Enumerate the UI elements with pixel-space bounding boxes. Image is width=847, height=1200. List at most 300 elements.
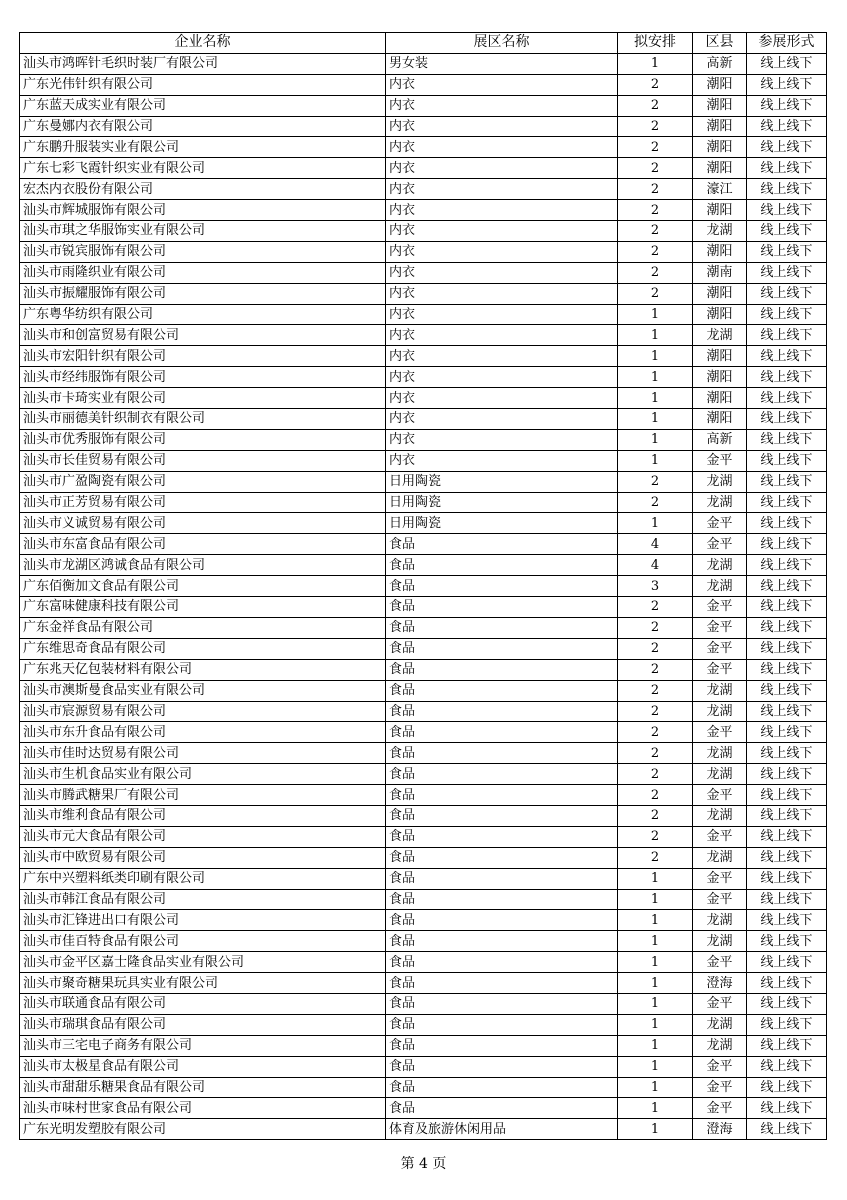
zone-name-cell: 食品 bbox=[386, 1077, 618, 1098]
district-cell: 龙湖 bbox=[693, 471, 747, 492]
format-cell: 线上线下 bbox=[747, 889, 827, 910]
zone-name-cell: 食品 bbox=[386, 993, 618, 1014]
district-cell: 龙湖 bbox=[693, 1035, 747, 1056]
zone-name-cell: 内衣 bbox=[386, 95, 618, 116]
planned-count-cell: 2 bbox=[618, 638, 693, 659]
district-cell: 金平 bbox=[693, 659, 747, 680]
planned-count-cell: 2 bbox=[618, 241, 693, 262]
format-cell: 线上线下 bbox=[747, 116, 827, 137]
format-cell: 线上线下 bbox=[747, 241, 827, 262]
district-cell: 潮阳 bbox=[693, 346, 747, 367]
zone-name-cell: 食品 bbox=[386, 826, 618, 847]
district-cell: 金平 bbox=[693, 513, 747, 534]
zone-name-cell: 食品 bbox=[386, 910, 618, 931]
zone-name-cell: 体育及旅游休闲用品 bbox=[386, 1119, 618, 1140]
format-cell: 线上线下 bbox=[747, 53, 827, 74]
table-row bbox=[20, 116, 827, 137]
table-header-row bbox=[20, 33, 827, 54]
district-cell: 金平 bbox=[693, 534, 747, 555]
planned-count-cell: 2 bbox=[618, 659, 693, 680]
district-cell: 潮阳 bbox=[693, 241, 747, 262]
table-row bbox=[20, 409, 827, 430]
table-row bbox=[20, 973, 827, 994]
planned-count-cell: 2 bbox=[618, 262, 693, 283]
format-cell: 线上线下 bbox=[747, 785, 827, 806]
table-row bbox=[20, 597, 827, 618]
company-name-cell: 广东粤华纺织有限公司 bbox=[20, 304, 386, 325]
planned-count-cell: 1 bbox=[618, 513, 693, 534]
zone-name-cell: 食品 bbox=[386, 534, 618, 555]
format-cell: 线上线下 bbox=[747, 1119, 827, 1140]
table-row bbox=[20, 450, 827, 471]
table-row bbox=[20, 1077, 827, 1098]
planned-count-cell: 2 bbox=[618, 785, 693, 806]
zone-name-cell: 食品 bbox=[386, 597, 618, 618]
company-name-cell: 汕头市佳时达贸易有限公司 bbox=[20, 743, 386, 764]
planned-count-cell: 1 bbox=[618, 346, 693, 367]
zone-name-cell: 内衣 bbox=[386, 450, 618, 471]
planned-count-cell: 1 bbox=[618, 931, 693, 952]
planned-count-cell: 1 bbox=[618, 1119, 693, 1140]
company-name-cell: 汕头市龙湖区鸿诚食品有限公司 bbox=[20, 555, 386, 576]
table-row bbox=[20, 659, 827, 680]
table-row bbox=[20, 868, 827, 889]
format-cell: 线上线下 bbox=[747, 346, 827, 367]
zone-name-cell: 食品 bbox=[386, 1035, 618, 1056]
planned-count-cell: 2 bbox=[618, 221, 693, 242]
format-cell: 线上线下 bbox=[747, 847, 827, 868]
zone-name-cell: 食品 bbox=[386, 576, 618, 597]
district-cell: 龙湖 bbox=[693, 743, 747, 764]
district-cell: 金平 bbox=[693, 597, 747, 618]
district-cell: 高新 bbox=[693, 53, 747, 74]
format-cell: 线上线下 bbox=[747, 931, 827, 952]
format-cell: 线上线下 bbox=[747, 576, 827, 597]
zone-name-cell: 食品 bbox=[386, 931, 618, 952]
exhibitor-table bbox=[19, 32, 827, 1140]
format-cell: 线上线下 bbox=[747, 262, 827, 283]
zone-name-cell: 食品 bbox=[386, 743, 618, 764]
company-name-cell: 汕头市味村世家食品有限公司 bbox=[20, 1098, 386, 1119]
table-row bbox=[20, 325, 827, 346]
district-cell: 龙湖 bbox=[693, 325, 747, 346]
district-cell: 潮阳 bbox=[693, 137, 747, 158]
company-name-cell: 汕头市东富食品有限公司 bbox=[20, 534, 386, 555]
district-cell: 金平 bbox=[693, 785, 747, 806]
company-name-cell: 汕头市太极星食品有限公司 bbox=[20, 1056, 386, 1077]
district-cell: 金平 bbox=[693, 952, 747, 973]
table-row bbox=[20, 492, 827, 513]
planned-count-cell: 1 bbox=[618, 1077, 693, 1098]
zone-name-cell: 内衣 bbox=[386, 241, 618, 262]
planned-count-cell: 2 bbox=[618, 722, 693, 743]
company-name-cell: 汕头市卡琦实业有限公司 bbox=[20, 388, 386, 409]
zone-name-cell: 食品 bbox=[386, 1014, 618, 1035]
header-planned: 拟安排 bbox=[618, 33, 693, 54]
planned-count-cell: 2 bbox=[618, 805, 693, 826]
zone-name-cell: 食品 bbox=[386, 889, 618, 910]
zone-name-cell: 内衣 bbox=[386, 158, 618, 179]
format-cell: 线上线下 bbox=[747, 74, 827, 95]
table-row bbox=[20, 701, 827, 722]
format-cell: 线上线下 bbox=[747, 1014, 827, 1035]
district-cell: 潮阳 bbox=[693, 367, 747, 388]
company-name-cell: 汕头市优秀服饰有限公司 bbox=[20, 429, 386, 450]
zone-name-cell: 内衣 bbox=[386, 179, 618, 200]
district-cell: 龙湖 bbox=[693, 492, 747, 513]
zone-name-cell: 内衣 bbox=[386, 409, 618, 430]
company-name-cell: 汕头市琪之华服饰实业有限公司 bbox=[20, 221, 386, 242]
planned-count-cell: 1 bbox=[618, 367, 693, 388]
format-cell: 线上线下 bbox=[747, 283, 827, 304]
district-cell: 金平 bbox=[693, 993, 747, 1014]
planned-count-cell: 2 bbox=[618, 764, 693, 785]
zone-name-cell: 内衣 bbox=[386, 325, 618, 346]
format-cell: 线上线下 bbox=[747, 910, 827, 931]
zone-name-cell: 内衣 bbox=[386, 346, 618, 367]
planned-count-cell: 2 bbox=[618, 847, 693, 868]
company-name-cell: 广东七彩飞霞针织实业有限公司 bbox=[20, 158, 386, 179]
company-name-cell: 汕头市丽德美针织制衣有限公司 bbox=[20, 409, 386, 430]
company-name-cell: 广东兆天亿包装材料有限公司 bbox=[20, 659, 386, 680]
planned-count-cell: 2 bbox=[618, 137, 693, 158]
company-name-cell: 汕头市宸源贸易有限公司 bbox=[20, 701, 386, 722]
company-name-cell: 广东蓝天成实业有限公司 bbox=[20, 95, 386, 116]
planned-count-cell: 1 bbox=[618, 868, 693, 889]
zone-name-cell: 食品 bbox=[386, 617, 618, 638]
planned-count-cell: 2 bbox=[618, 116, 693, 137]
planned-count-cell: 2 bbox=[618, 492, 693, 513]
district-cell: 潮阳 bbox=[693, 388, 747, 409]
format-cell: 线上线下 bbox=[747, 304, 827, 325]
company-name-cell: 汕头市宏阳针织有限公司 bbox=[20, 346, 386, 367]
company-name-cell: 宏杰内衣股份有限公司 bbox=[20, 179, 386, 200]
zone-name-cell: 食品 bbox=[386, 805, 618, 826]
format-cell: 线上线下 bbox=[747, 597, 827, 618]
zone-name-cell: 内衣 bbox=[386, 388, 618, 409]
zone-name-cell: 内衣 bbox=[386, 304, 618, 325]
district-cell: 潮阳 bbox=[693, 283, 747, 304]
table-row bbox=[20, 576, 827, 597]
zone-name-cell: 食品 bbox=[386, 847, 618, 868]
company-name-cell: 汕头市义诚贸易有限公司 bbox=[20, 513, 386, 534]
planned-count-cell: 2 bbox=[618, 471, 693, 492]
district-cell: 龙湖 bbox=[693, 680, 747, 701]
zone-name-cell: 内衣 bbox=[386, 116, 618, 137]
planned-count-cell: 3 bbox=[618, 576, 693, 597]
planned-count-cell: 2 bbox=[618, 179, 693, 200]
format-cell: 线上线下 bbox=[747, 680, 827, 701]
company-name-cell: 汕头市长佳贸易有限公司 bbox=[20, 450, 386, 471]
district-cell: 金平 bbox=[693, 1077, 747, 1098]
district-cell: 金平 bbox=[693, 889, 747, 910]
format-cell: 线上线下 bbox=[747, 1035, 827, 1056]
district-cell: 高新 bbox=[693, 429, 747, 450]
format-cell: 线上线下 bbox=[747, 1098, 827, 1119]
planned-count-cell: 1 bbox=[618, 450, 693, 471]
district-cell: 金平 bbox=[693, 617, 747, 638]
table-row bbox=[20, 1035, 827, 1056]
district-cell: 金平 bbox=[693, 868, 747, 889]
table-row bbox=[20, 1056, 827, 1077]
table-row bbox=[20, 638, 827, 659]
planned-count-cell: 1 bbox=[618, 1035, 693, 1056]
format-cell: 线上线下 bbox=[747, 221, 827, 242]
zone-name-cell: 内衣 bbox=[386, 137, 618, 158]
zone-name-cell: 食品 bbox=[386, 638, 618, 659]
company-name-cell: 广东光伟针织有限公司 bbox=[20, 74, 386, 95]
table-row bbox=[20, 283, 827, 304]
format-cell: 线上线下 bbox=[747, 534, 827, 555]
company-name-cell: 汕头市中欧贸易有限公司 bbox=[20, 847, 386, 868]
format-cell: 线上线下 bbox=[747, 993, 827, 1014]
zone-name-cell: 食品 bbox=[386, 868, 618, 889]
table-row bbox=[20, 889, 827, 910]
table-row bbox=[20, 1098, 827, 1119]
header-company: 企业名称 bbox=[20, 33, 386, 54]
table-row bbox=[20, 346, 827, 367]
company-name-cell: 汕头市韩江食品有限公司 bbox=[20, 889, 386, 910]
zone-name-cell: 内衣 bbox=[386, 262, 618, 283]
planned-count-cell: 1 bbox=[618, 409, 693, 430]
district-cell: 金平 bbox=[693, 450, 747, 471]
format-cell: 线上线下 bbox=[747, 367, 827, 388]
header-format: 参展形式 bbox=[747, 33, 827, 54]
company-name-cell: 汕头市广盈陶瓷有限公司 bbox=[20, 471, 386, 492]
planned-count-cell: 2 bbox=[618, 283, 693, 304]
district-cell: 龙湖 bbox=[693, 221, 747, 242]
district-cell: 龙湖 bbox=[693, 1014, 747, 1035]
table-row bbox=[20, 429, 827, 450]
company-name-cell: 汕头市雨隆织业有限公司 bbox=[20, 262, 386, 283]
company-name-cell: 汕头市联通食品有限公司 bbox=[20, 993, 386, 1014]
planned-count-cell: 1 bbox=[618, 53, 693, 74]
format-cell: 线上线下 bbox=[747, 826, 827, 847]
format-cell: 线上线下 bbox=[747, 492, 827, 513]
planned-count-cell: 2 bbox=[618, 597, 693, 618]
planned-count-cell: 1 bbox=[618, 993, 693, 1014]
district-cell: 金平 bbox=[693, 638, 747, 659]
format-cell: 线上线下 bbox=[747, 388, 827, 409]
company-name-cell: 汕头市生机食品实业有限公司 bbox=[20, 764, 386, 785]
table-row bbox=[20, 785, 827, 806]
format-cell: 线上线下 bbox=[747, 805, 827, 826]
format-cell: 线上线下 bbox=[747, 158, 827, 179]
district-cell: 龙湖 bbox=[693, 910, 747, 931]
district-cell: 潮阳 bbox=[693, 116, 747, 137]
format-cell: 线上线下 bbox=[747, 1077, 827, 1098]
district-cell: 潮阳 bbox=[693, 200, 747, 221]
format-cell: 线上线下 bbox=[747, 973, 827, 994]
company-name-cell: 汕头市锐宾服饰有限公司 bbox=[20, 241, 386, 262]
company-name-cell: 汕头市腾武糖果厂有限公司 bbox=[20, 785, 386, 806]
zone-name-cell: 食品 bbox=[386, 680, 618, 701]
table-row bbox=[20, 764, 827, 785]
company-name-cell: 广东曼娜内衣有限公司 bbox=[20, 116, 386, 137]
format-cell: 线上线下 bbox=[747, 200, 827, 221]
planned-count-cell: 1 bbox=[618, 388, 693, 409]
district-cell: 潮阳 bbox=[693, 74, 747, 95]
zone-name-cell: 日用陶瓷 bbox=[386, 492, 618, 513]
company-name-cell: 汕头市聚奇糖果玩具实业有限公司 bbox=[20, 973, 386, 994]
zone-name-cell: 食品 bbox=[386, 555, 618, 576]
company-name-cell: 广东光明发塑胶有限公司 bbox=[20, 1119, 386, 1140]
district-cell: 潮阳 bbox=[693, 409, 747, 430]
format-cell: 线上线下 bbox=[747, 1056, 827, 1077]
table-row bbox=[20, 95, 827, 116]
table-row bbox=[20, 262, 827, 283]
zone-name-cell: 食品 bbox=[386, 701, 618, 722]
table-row bbox=[20, 513, 827, 534]
company-name-cell: 汕头市正芳贸易有限公司 bbox=[20, 492, 386, 513]
zone-name-cell: 食品 bbox=[386, 952, 618, 973]
district-cell: 潮阳 bbox=[693, 158, 747, 179]
company-name-cell: 广东中兴塑料纸类印刷有限公司 bbox=[20, 868, 386, 889]
format-cell: 线上线下 bbox=[747, 179, 827, 200]
planned-count-cell: 2 bbox=[618, 680, 693, 701]
district-cell: 金平 bbox=[693, 1098, 747, 1119]
table-row bbox=[20, 534, 827, 555]
planned-count-cell: 2 bbox=[618, 74, 693, 95]
zone-name-cell: 食品 bbox=[386, 764, 618, 785]
planned-count-cell: 2 bbox=[618, 743, 693, 764]
planned-count-cell: 1 bbox=[618, 304, 693, 325]
district-cell: 金平 bbox=[693, 722, 747, 743]
district-cell: 龙湖 bbox=[693, 805, 747, 826]
company-name-cell: 汕头市经纬服饰有限公司 bbox=[20, 367, 386, 388]
district-cell: 潮阳 bbox=[693, 95, 747, 116]
planned-count-cell: 1 bbox=[618, 1056, 693, 1077]
planned-count-cell: 1 bbox=[618, 429, 693, 450]
planned-count-cell: 1 bbox=[618, 889, 693, 910]
table-row bbox=[20, 993, 827, 1014]
zone-name-cell: 食品 bbox=[386, 1098, 618, 1119]
table-body bbox=[20, 53, 827, 1139]
company-name-cell: 汕头市汇锋进出口有限公司 bbox=[20, 910, 386, 931]
table-row bbox=[20, 471, 827, 492]
company-name-cell: 广东维思奇食品有限公司 bbox=[20, 638, 386, 659]
company-name-cell: 汕头市元大食品有限公司 bbox=[20, 826, 386, 847]
format-cell: 线上线下 bbox=[747, 429, 827, 450]
format-cell: 线上线下 bbox=[747, 952, 827, 973]
district-cell: 潮阳 bbox=[693, 304, 747, 325]
zone-name-cell: 内衣 bbox=[386, 74, 618, 95]
zone-name-cell: 日用陶瓷 bbox=[386, 513, 618, 534]
zone-name-cell: 食品 bbox=[386, 973, 618, 994]
format-cell: 线上线下 bbox=[747, 617, 827, 638]
table-row bbox=[20, 1119, 827, 1140]
company-name-cell: 汕头市维利食品有限公司 bbox=[20, 805, 386, 826]
format-cell: 线上线下 bbox=[747, 638, 827, 659]
company-name-cell: 汕头市佳百特食品有限公司 bbox=[20, 931, 386, 952]
planned-count-cell: 2 bbox=[618, 617, 693, 638]
planned-count-cell: 4 bbox=[618, 534, 693, 555]
header-district: 区县 bbox=[693, 33, 747, 54]
company-name-cell: 汕头市三宅电子商务有限公司 bbox=[20, 1035, 386, 1056]
district-cell: 金平 bbox=[693, 1056, 747, 1077]
planned-count-cell: 4 bbox=[618, 555, 693, 576]
planned-count-cell: 1 bbox=[618, 910, 693, 931]
table-row bbox=[20, 952, 827, 973]
district-cell: 澄海 bbox=[693, 1119, 747, 1140]
zone-name-cell: 食品 bbox=[386, 785, 618, 806]
table-row bbox=[20, 74, 827, 95]
planned-count-cell: 2 bbox=[618, 95, 693, 116]
planned-count-cell: 1 bbox=[618, 325, 693, 346]
zone-name-cell: 日用陶瓷 bbox=[386, 471, 618, 492]
format-cell: 线上线下 bbox=[747, 513, 827, 534]
zone-name-cell: 内衣 bbox=[386, 367, 618, 388]
company-name-cell: 汕头市瑞琪食品有限公司 bbox=[20, 1014, 386, 1035]
zone-name-cell: 内衣 bbox=[386, 283, 618, 304]
header-zone: 展区名称 bbox=[386, 33, 618, 54]
district-cell: 潮南 bbox=[693, 262, 747, 283]
format-cell: 线上线下 bbox=[747, 743, 827, 764]
zone-name-cell: 内衣 bbox=[386, 200, 618, 221]
table-row bbox=[20, 367, 827, 388]
company-name-cell: 汕头市振耀服饰有限公司 bbox=[20, 283, 386, 304]
company-name-cell: 汕头市甜甜乐糖果食品有限公司 bbox=[20, 1077, 386, 1098]
district-cell: 龙湖 bbox=[693, 931, 747, 952]
district-cell: 龙湖 bbox=[693, 576, 747, 597]
format-cell: 线上线下 bbox=[747, 868, 827, 889]
company-name-cell: 汕头市鸿晖针毛织时装厂有限公司 bbox=[20, 53, 386, 74]
zone-name-cell: 食品 bbox=[386, 1056, 618, 1077]
company-name-cell: 广东佰衡加文食品有限公司 bbox=[20, 576, 386, 597]
district-cell: 龙湖 bbox=[693, 847, 747, 868]
table-row bbox=[20, 555, 827, 576]
planned-count-cell: 1 bbox=[618, 1098, 693, 1119]
company-name-cell: 广东富味健康科技有限公司 bbox=[20, 597, 386, 618]
district-cell: 金平 bbox=[693, 826, 747, 847]
format-cell: 线上线下 bbox=[747, 450, 827, 471]
table-row bbox=[20, 826, 827, 847]
format-cell: 线上线下 bbox=[747, 722, 827, 743]
table-row bbox=[20, 137, 827, 158]
district-cell: 龙湖 bbox=[693, 764, 747, 785]
table-row bbox=[20, 241, 827, 262]
zone-name-cell: 男女装 bbox=[386, 53, 618, 74]
table-row bbox=[20, 221, 827, 242]
planned-count-cell: 2 bbox=[618, 200, 693, 221]
table-row bbox=[20, 617, 827, 638]
table-row bbox=[20, 53, 827, 74]
table-row bbox=[20, 910, 827, 931]
zone-name-cell: 内衣 bbox=[386, 429, 618, 450]
format-cell: 线上线下 bbox=[747, 701, 827, 722]
format-cell: 线上线下 bbox=[747, 95, 827, 116]
format-cell: 线上线下 bbox=[747, 659, 827, 680]
table-row bbox=[20, 743, 827, 764]
table-row bbox=[20, 158, 827, 179]
planned-count-cell: 1 bbox=[618, 952, 693, 973]
format-cell: 线上线下 bbox=[747, 409, 827, 430]
planned-count-cell: 1 bbox=[618, 1014, 693, 1035]
table-row bbox=[20, 388, 827, 409]
district-cell: 龙湖 bbox=[693, 701, 747, 722]
table-row bbox=[20, 805, 827, 826]
zone-name-cell: 食品 bbox=[386, 722, 618, 743]
planned-count-cell: 2 bbox=[618, 158, 693, 179]
company-name-cell: 汕头市东升食品有限公司 bbox=[20, 722, 386, 743]
company-name-cell: 广东金祥食品有限公司 bbox=[20, 617, 386, 638]
planned-count-cell: 2 bbox=[618, 826, 693, 847]
table-row bbox=[20, 931, 827, 952]
table-row bbox=[20, 847, 827, 868]
company-name-cell: 汕头市辉城服饰有限公司 bbox=[20, 200, 386, 221]
format-cell: 线上线下 bbox=[747, 764, 827, 785]
district-cell: 澄海 bbox=[693, 973, 747, 994]
